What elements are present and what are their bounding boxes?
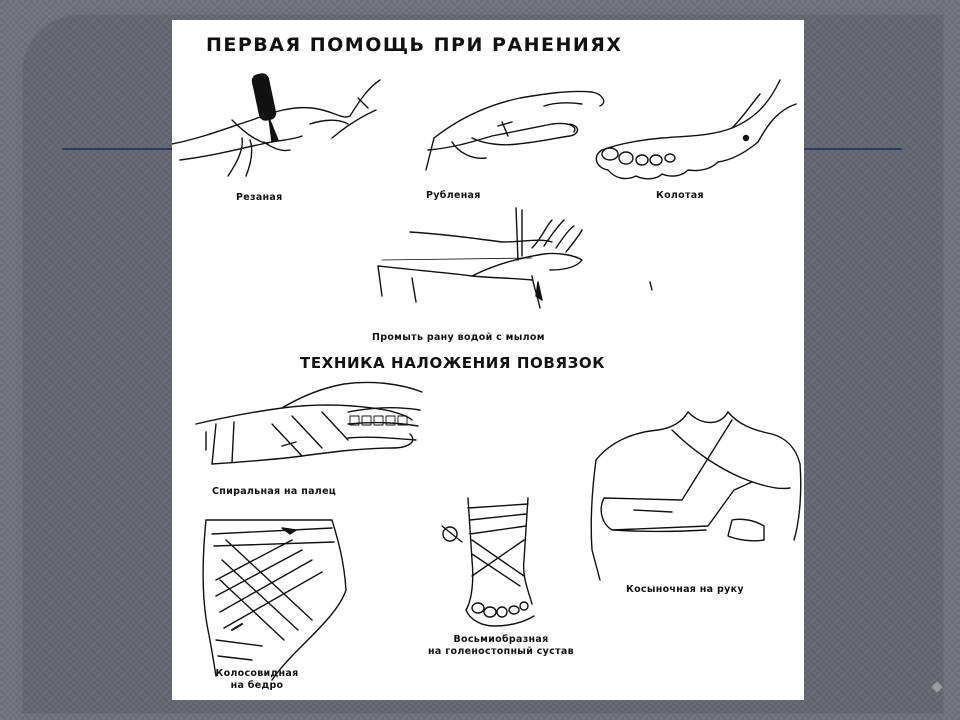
first-aid-sheet [172, 20, 804, 700]
caption-spica-line1: Колосовидная [215, 668, 299, 679]
spiral-bandage-illustration [196, 382, 422, 464]
figure-eight-bandage-illustration [442, 498, 534, 626]
section-title: ТЕХНИКА НАЛОЖЕНИЯ ПОВЯЗОК [300, 354, 606, 372]
knife-handle-icon [251, 73, 276, 121]
caption-figure-eight-line2: на голеностопный сустав [428, 646, 574, 657]
decorative-rule-left [62, 148, 172, 150]
sling-bandage-illustration [591, 412, 801, 580]
caption-sling: Косыночная на руку [626, 584, 744, 595]
caption-figure-eight [408, 634, 594, 658]
caption-chop: Рубленая [426, 190, 481, 201]
chopped-wound-illustration [426, 91, 604, 170]
spica-bandage-illustration [203, 520, 346, 680]
page-title: ПЕРВАЯ ПОМОЩЬ ПРИ РАНЕНИЯХ [206, 34, 623, 56]
caption-spica-line2: на бедро [230, 680, 284, 691]
caption-cut: Резаная [236, 192, 283, 203]
cut-wound-illustration [172, 73, 380, 176]
stab-wound-illustration [596, 80, 796, 179]
caption-figure-eight-line1: Восьмиобразная [453, 634, 549, 645]
caption-spiral: Спиральная на палец [212, 486, 337, 497]
caption-wash: Промыть рану водой с мылом [372, 332, 545, 343]
caption-spica [202, 668, 312, 692]
decorative-rule-right [804, 148, 902, 150]
wash-wound-illustration [378, 208, 652, 308]
caption-stab: Колотая [656, 190, 704, 201]
corner-bullet-icon [930, 680, 944, 694]
